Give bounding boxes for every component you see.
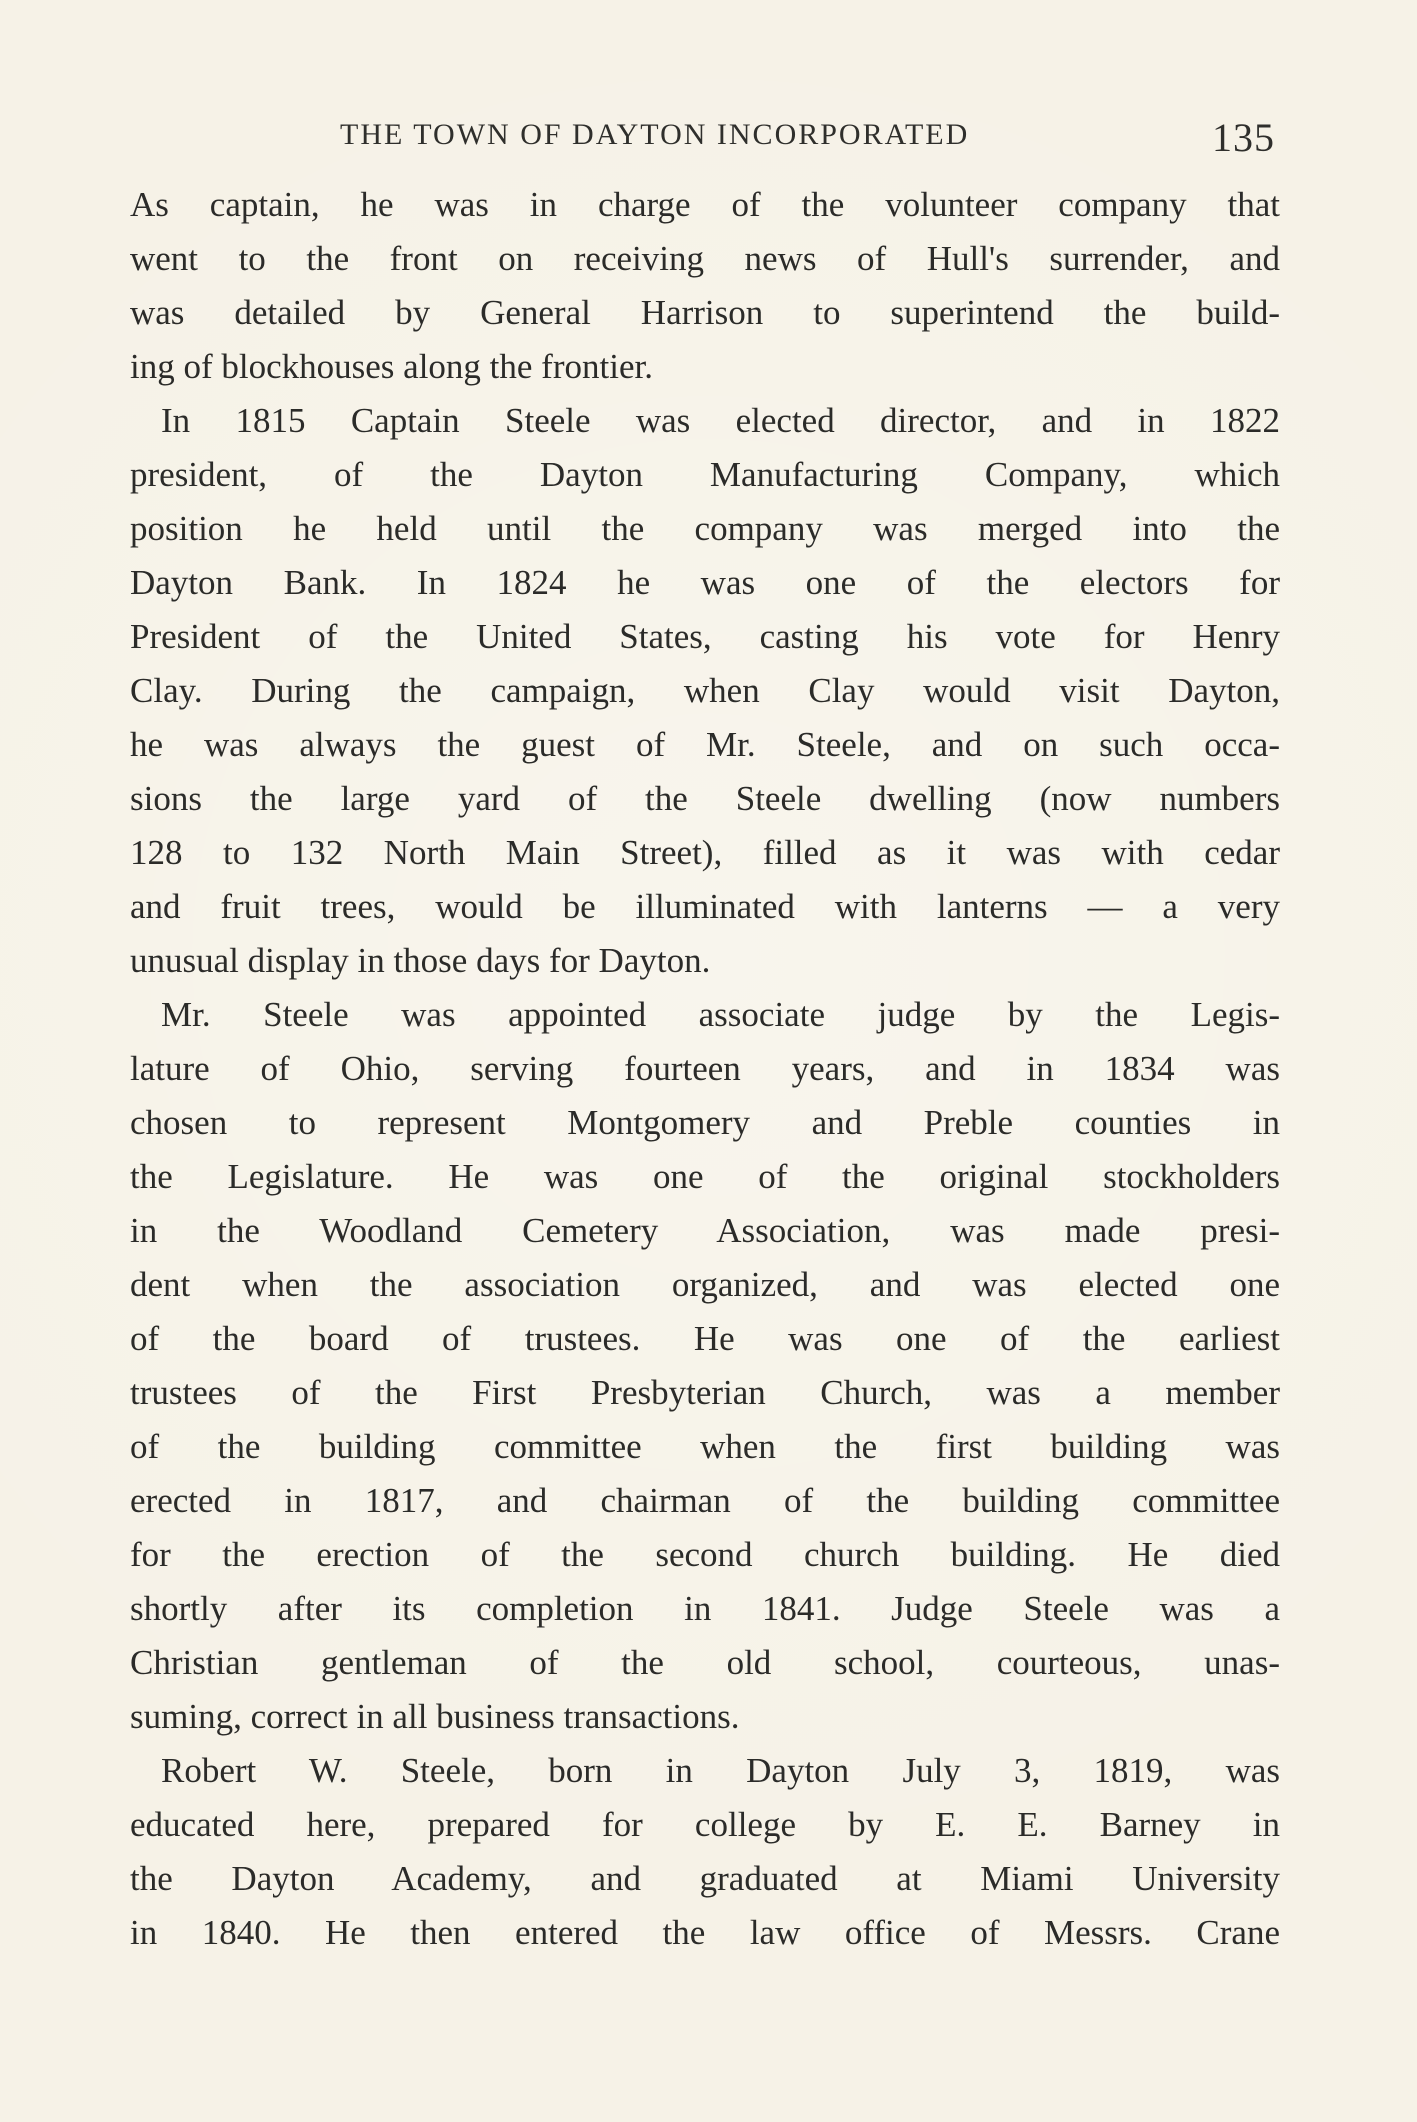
text-line: unusual display in those days for Dayton. <box>130 941 711 980</box>
text-line: went to the front on receiving news of Hull's surrender, and <box>130 239 1280 278</box>
text-line: trustees of the First Presbyterian Church, was a member <box>130 1373 1280 1412</box>
text-line: Clay. During the campaign, when Clay would visit Dayton, <box>130 671 1280 710</box>
text-line: Mr. Steele was appointed associate judge by the Legis- <box>161 995 1280 1034</box>
text-line: president, of the Dayton Manufacturing Company, which <box>130 455 1280 494</box>
text-line: ing of blockhouses along the frontier. <box>130 347 653 386</box>
text-line: In 1815 Captain Steele was elected director, and in 1822 <box>161 401 1280 440</box>
text-line: in the Woodland Cemetery Association, was made presi- <box>130 1211 1280 1250</box>
text-line: position he held until the company was merged into the <box>130 509 1280 548</box>
text-line: the Legislature. He was one of the original stockholders <box>130 1157 1280 1196</box>
text-line: Dayton Bank. In 1824 he was one of the electors for <box>130 563 1280 602</box>
text-line: of the building committee when the first building was <box>130 1427 1280 1466</box>
running-title: THE TOWN OF DAYTON INCORPORATED <box>340 118 970 151</box>
text-line: the Dayton Academy, and graduated at Miami University <box>130 1859 1280 1898</box>
body-text <box>130 178 1280 1960</box>
text-line: chosen to represent Montgomery and Preble counties in <box>130 1103 1280 1142</box>
text-line: lature of Ohio, serving fourteen years, and in 1834 was <box>130 1049 1280 1088</box>
text-line: suming, correct in all business transactions. <box>130 1697 740 1736</box>
text-line: erected in 1817, and chairman of the building committee <box>130 1481 1280 1520</box>
text-line: sions the large yard of the Steele dwelling (now numbers <box>130 779 1280 818</box>
text-line: shortly after its completion in 1841. Judge Steele was a <box>130 1589 1280 1628</box>
page-number: 135 <box>1212 115 1275 160</box>
text-line: dent when the association organized, and was elected one <box>130 1265 1280 1304</box>
text-line: was detailed by General Harrison to superintend the build- <box>130 293 1280 332</box>
text-line: educated here, prepared for college by E. E. Barney in <box>130 1805 1280 1844</box>
text-line: Christian gentleman of the old school, courteous, unas- <box>130 1643 1280 1682</box>
text-line: 128 to 132 North Main Street), filled as it was with cedar <box>130 833 1280 872</box>
text-line: Robert W. Steele, born in Dayton July 3, 1819, was <box>161 1751 1280 1790</box>
text-line: As captain, he was in charge of the volunteer company that <box>130 185 1280 224</box>
text-line: of the board of trustees. He was one of the earliest <box>130 1319 1280 1358</box>
text-line: President of the United States, casting his vote for Henry <box>130 617 1280 656</box>
text-line: he was always the guest of Mr. Steele, and on such occa- <box>130 725 1280 764</box>
running-head <box>130 115 1275 160</box>
text-line: in 1840. He then entered the law office of Messrs. Crane <box>130 1913 1280 1952</box>
text-line: and fruit trees, would be illuminated with lanterns — a very <box>130 887 1280 926</box>
text-line: for the erection of the second church building. He died <box>130 1535 1280 1574</box>
